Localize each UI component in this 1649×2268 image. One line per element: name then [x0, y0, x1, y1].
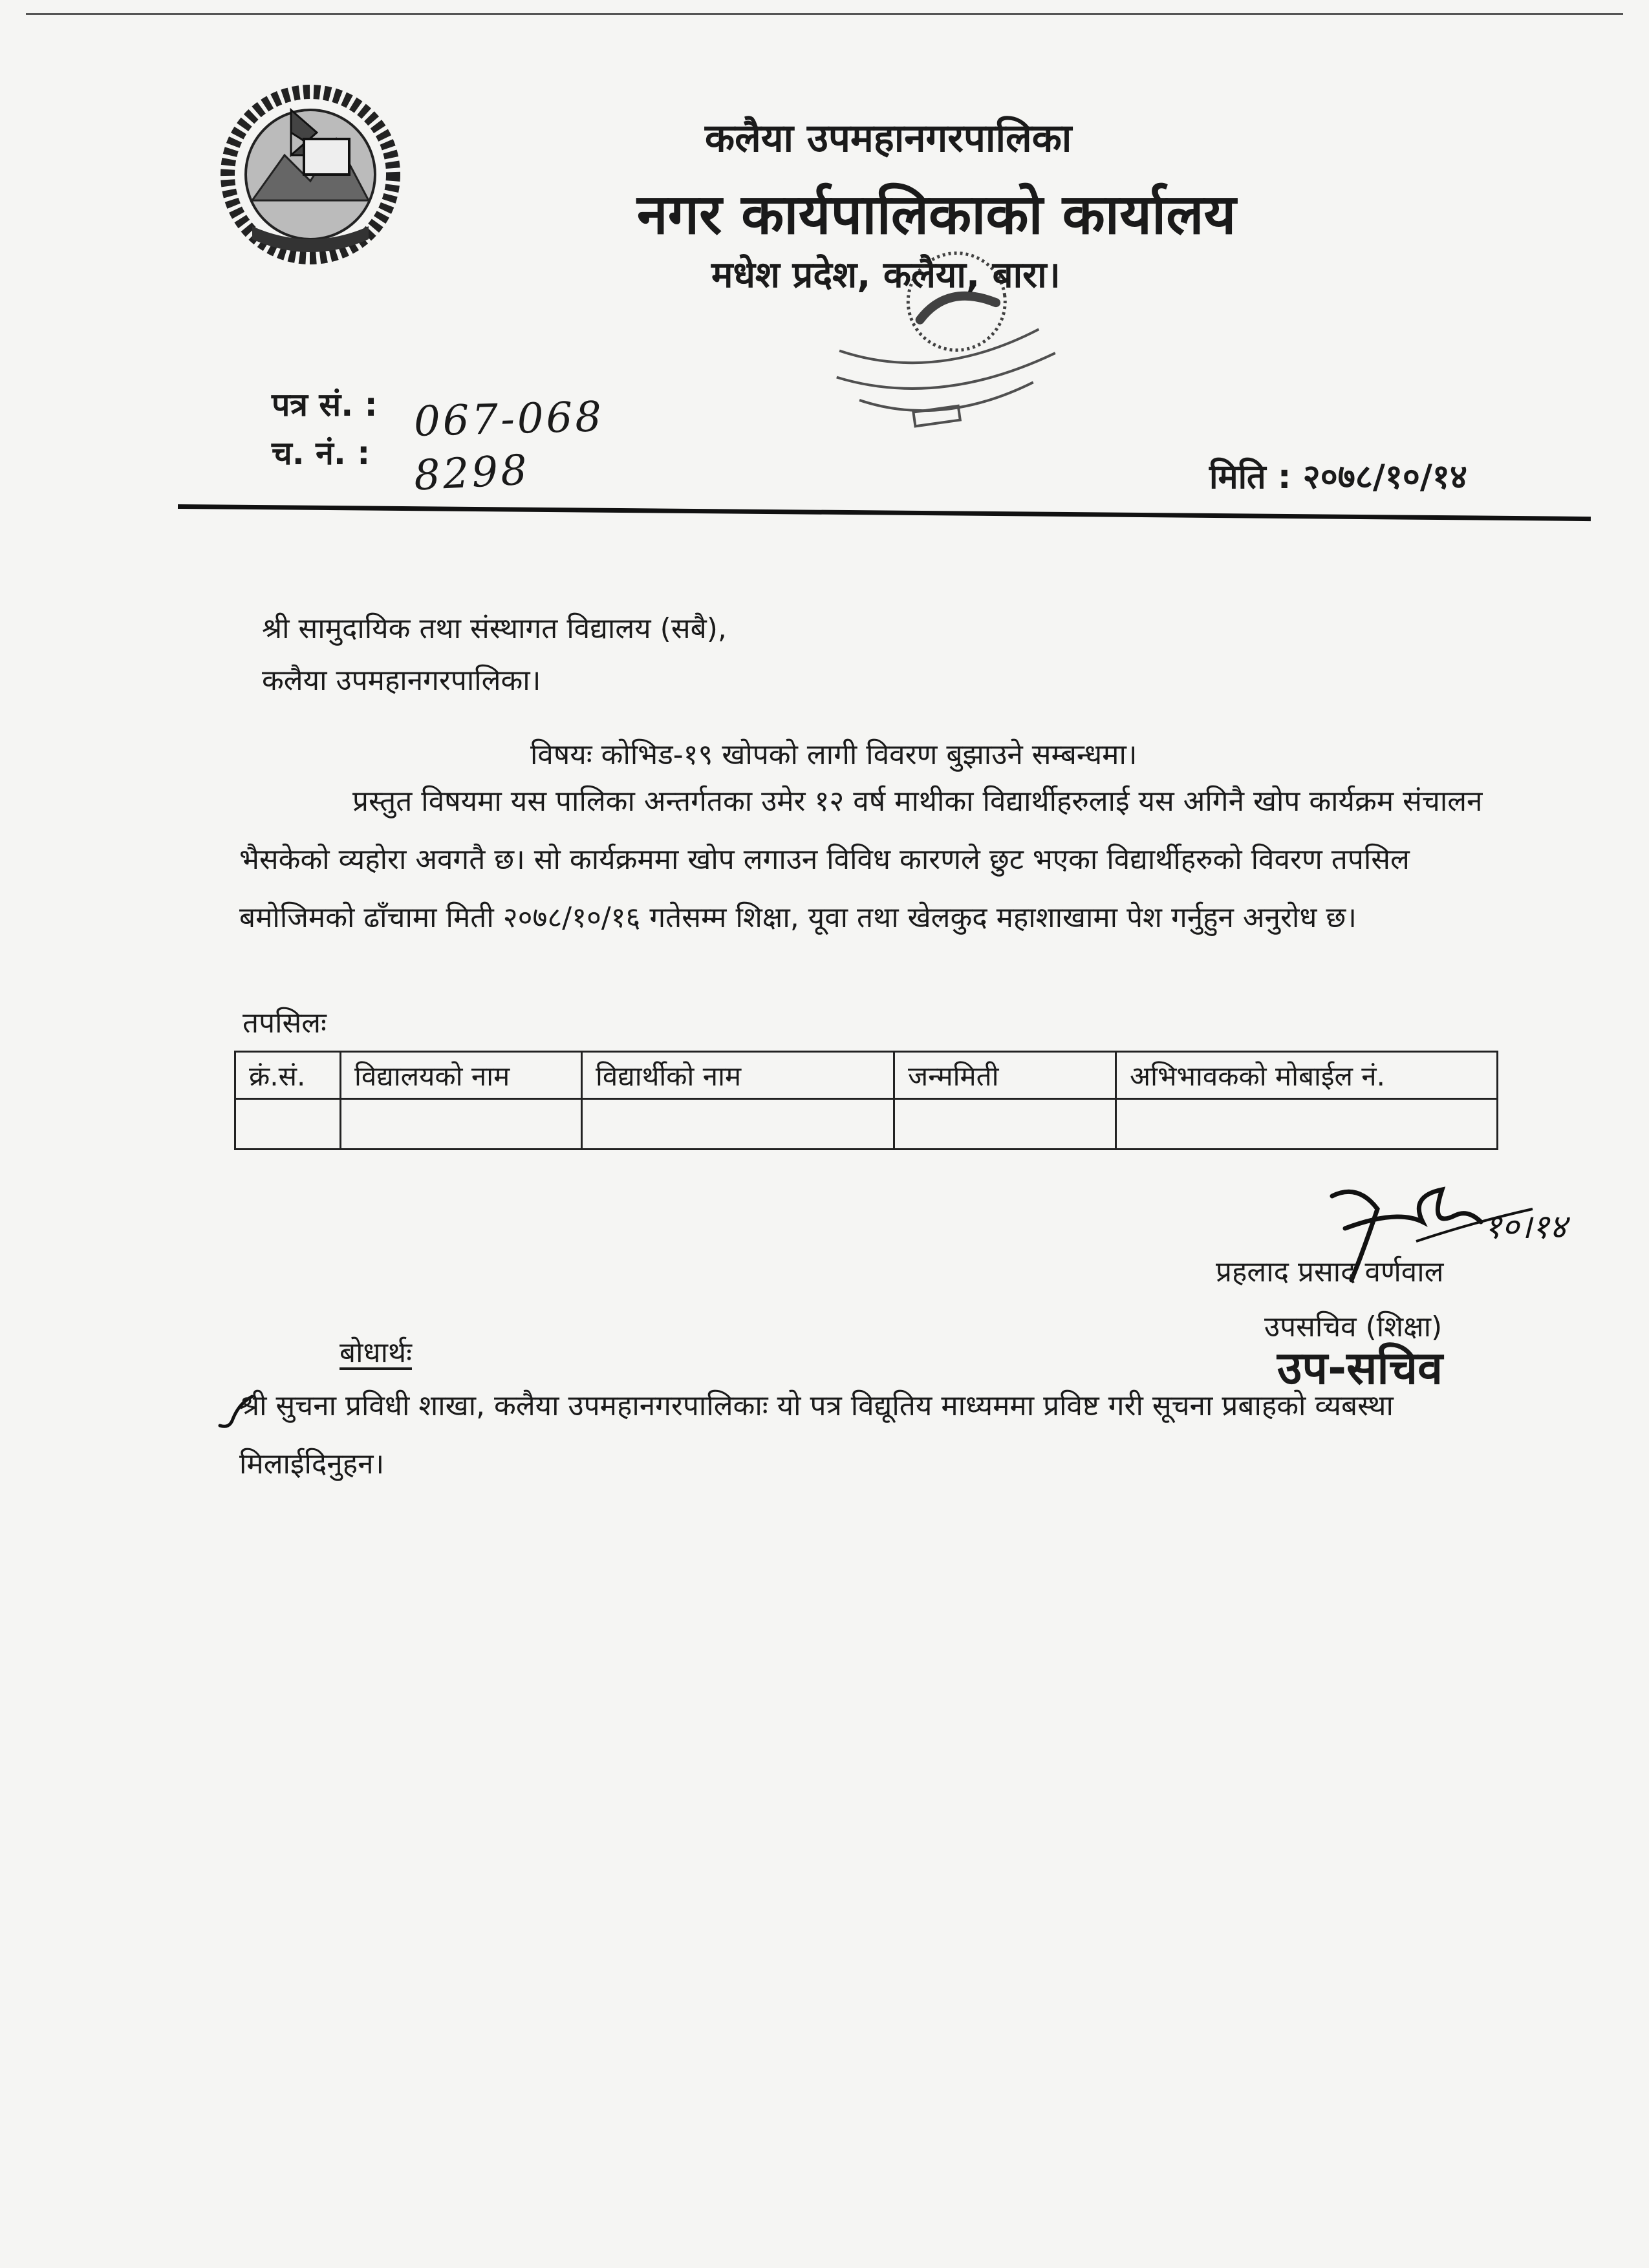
annex-label: तपसिलः — [242, 1007, 327, 1040]
col-guardian-mobile: अभिभावकको मोबाईल नं. — [1116, 1052, 1498, 1099]
office-address: मधेश प्रदेश, कलैया, बारा। — [711, 254, 1061, 296]
body-paragraph: प्रस्तुत विषयमा यस पालिका अन्तर्गतका उमेर १२ वर्ष माथीका विद्यार्थीहरुलाई यस अगिनै खोप कार्यक्रम संचालन भैसकेको व्यहोरा अवगतै छ। सो कार्यक्रममा खोप लगाउन विविध कारणले छुट भएका विद्यार्थीहरुको विवरण तपसिल बमोजिमको ढाँचामा मिती २०७८/१०/१६ गतेसम्म शिक्षा, यूवा तथा खेलकुद महाशाखामा पेश गर्नुहुन अनुरोध छ। — [239, 785, 1483, 934]
office-name: नगर कार्यपालिकाको कार्यालय — [637, 182, 1236, 247]
col-serial: क्रं.सं. — [235, 1052, 341, 1099]
official-seal-text: उप-सचिव — [1277, 1342, 1443, 1395]
recipient-line-1: श्री सामुदायिक तथा संस्थागत विद्यालय (सबै), — [262, 612, 727, 645]
page-edge-line — [26, 13, 1623, 15]
col-student-name: विद्यार्थीको नाम — [582, 1052, 894, 1099]
subject-line: विषयः कोभिड-१९ खोपको लागी विवरण बुझाउने सम्बन्धमा। — [530, 738, 1137, 771]
svg-text:१०।१४: १०।१४ — [1484, 1208, 1567, 1246]
student-details-table — [234, 1051, 1498, 1150]
header-rule — [178, 504, 1591, 521]
signer-designation: उपसचिव (शिक्षा) — [1264, 1311, 1443, 1343]
col-birth-date: जन्ममिती — [894, 1052, 1116, 1099]
cc-text: श्री सुचना प्रविधी शाखा, कलैया उपमहानगरपालिकाः यो पत्र विद्यूतिय माध्यममा प्रविष्ट गरी सूचना प्रबाहको व्यबस्था मिलाईदिनुहन। — [239, 1389, 1394, 1481]
org-name: कलैया उपमहानगरपालिका — [705, 116, 1072, 161]
table-row — [235, 1099, 1498, 1150]
dispatch-no-label: च. नं. : — [272, 434, 371, 472]
letter-no-label: पत्र सं. : — [272, 386, 378, 423]
signer-name: प्रहलाद प्रसाद वर्णवाल — [1216, 1256, 1444, 1289]
nepal-emblem-logo — [213, 78, 407, 272]
recipient-line-2: कलैया उपमहानगरपालिका। — [262, 664, 541, 697]
letter-no-value: 067-068 — [413, 393, 605, 446]
cc-label: बोधार्थः — [339, 1336, 412, 1369]
table-header-row — [235, 1052, 1498, 1099]
dispatch-no-value: 8298 — [413, 446, 531, 500]
col-school-name: विद्यालयको नाम — [341, 1052, 582, 1099]
office-stamp — [802, 246, 1086, 459]
letter-date: मिति : २०७८/१०/१४ — [1209, 458, 1467, 497]
